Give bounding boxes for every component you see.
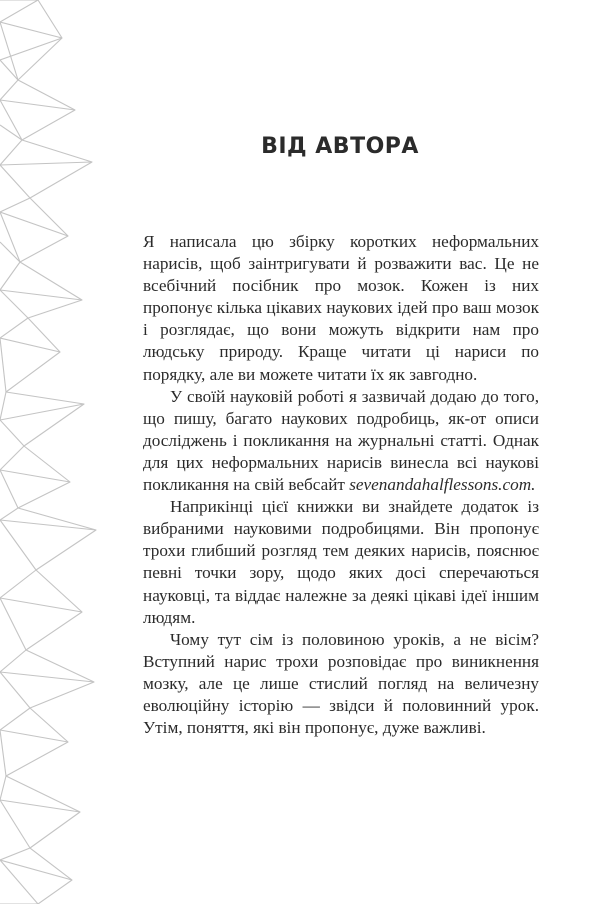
paragraph-3: Наприкінці цієї книжки ви знайдете додаток із вибраними науковими подробицями. Він пропонує трохи глибший розгляд тем деяких нарисів, пояснює певні точки зору, щодо яких досі сперечаються науковці, та віддає належне за деякі цікаві ідеї іншим людям.	[143, 497, 539, 627]
paragraph-2	[143, 386, 539, 496]
author-note-text	[143, 231, 539, 739]
geometric-border-decoration	[0, 0, 100, 904]
paragraph-2-text: У своїй науковій роботі я зазвичай додаю до того, що пишу, багато наукових подробиць, як-от описи досліджень і покликання на журнальні статті. Однак для цих неформальних нарисів винесла всі наукові покликання на свій вебсайт	[143, 386, 539, 495]
paragraph-4: Чому тут сім із половиною уроків, а не вісім? Вступний нарис трохи розповідає про виникнення мозку, але це лише стислий погляд на величезну еволюційну історію — звідси й половинний урок. Утім, поняття, які він пропонує, дуже важливі.	[143, 629, 539, 738]
page-title: ВІД АВТОРА	[261, 134, 419, 159]
website-link: sevenandahalflessons.com.	[349, 475, 536, 495]
paragraph-1: Я написала цю збірку коротких неформальних нарисів, щоб заінтригувати й розважити вас. Це не всебічний посібник про мозок. Кожен із них пропонує кілька цікавих наукових ідей про ваш мозок і розглядає, що вони можуть відкрити нам про людську природу. Краще читати ці нариси по порядку, але ви можете читати їх як завгодно.	[143, 232, 539, 384]
